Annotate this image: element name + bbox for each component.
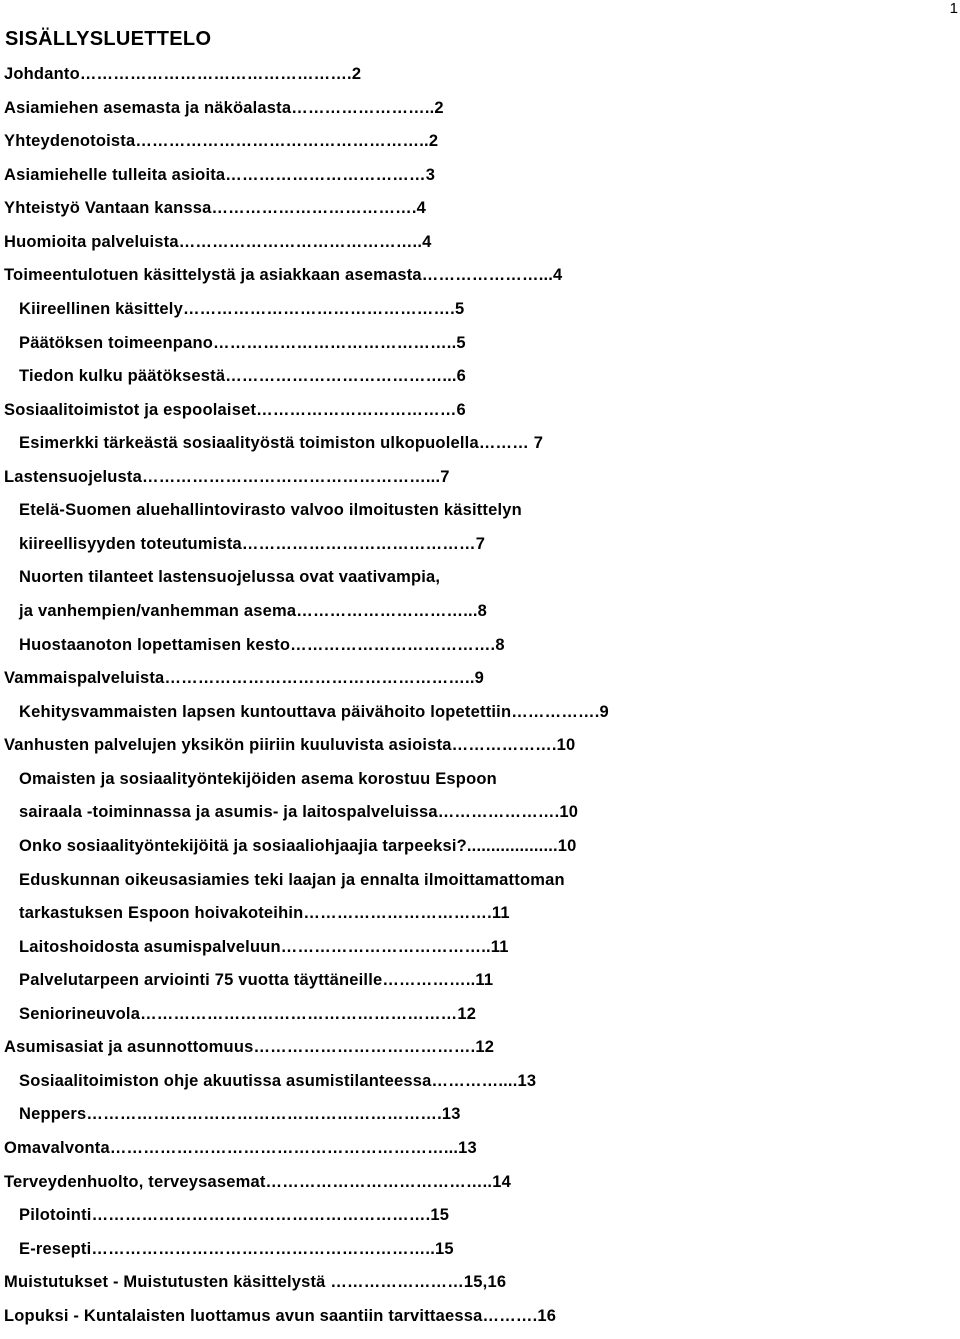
toc-entry: ja vanhempien/vanhemman asema…………………………...8 bbox=[19, 602, 487, 620]
toc-entry: Omavalvonta……………………………………………………...13 bbox=[4, 1139, 477, 1157]
toc-entry: Muistutukset - Muistutusten käsittelystä ……………………15,16 bbox=[4, 1273, 507, 1292]
toc-entry: E-resepti……………………………………………………..15 bbox=[19, 1239, 454, 1258]
toc-entry: Yhteistyö Vantaan kanssa……………………………….4 bbox=[4, 199, 427, 218]
toc-entry: Omaisten ja sosiaalityöntekijöiden asema korostuu Espoon bbox=[19, 769, 497, 788]
toc-entry: Etelä-Suomen aluehallintovirasto valvoo ilmoitusten käsittelyn bbox=[19, 501, 522, 520]
toc-entry: Lastensuojelusta……………………………………………...7 bbox=[4, 467, 450, 486]
toc-entry: Eduskunnan oikeusasiamies teki laajan ja ennalta ilmoittamattoman bbox=[19, 870, 565, 889]
toc-entry: Neppers……………………………………………………….13 bbox=[19, 1105, 461, 1124]
toc-entry: Kiireellinen käsittely………………………………………….5 bbox=[19, 299, 465, 318]
toc-entry: Seniorineuvola…………………………………………………12 bbox=[19, 1004, 477, 1023]
toc-entry: tarkastuksen Espoon hoivakoteihin…………………………….11 bbox=[19, 904, 510, 923]
toc-entry: Kehitysvammaisten lapsen kuntouttava päivähoito lopetettiin…………….9 bbox=[19, 702, 609, 721]
toc-entry: Sosiaalitoimistot ja espoolaiset………………………………6 bbox=[4, 400, 466, 419]
toc-entry: Esimerkki tärkeästä sosiaalityöstä toimiston ulkopuolella……… 7 bbox=[19, 434, 544, 453]
toc-entry: Toimeentulotuen käsittelystä ja asiakkaan asemasta…………………...4 bbox=[4, 266, 563, 285]
toc-entry: Johdanto………………………………………….2 bbox=[4, 65, 362, 83]
toc-entry: sairaala -toiminnassa ja asumis- ja laitospalveluissa………………….10 bbox=[19, 803, 579, 822]
toc-entry: kiireellisyyden toteutumista……………………………………7 bbox=[19, 534, 486, 553]
page-number: 1 bbox=[949, 0, 958, 17]
toc-entry: Huomioita palveluista……………………………………..4 bbox=[4, 232, 432, 251]
toc-entry: Nuorten tilanteet lastensuojelussa ovat vaativampia, bbox=[19, 568, 441, 587]
toc-entry: Laitoshoidosta asumispalveluun………………………………..11 bbox=[19, 937, 509, 956]
toc-entry: Päätöksen toimeenpano……………………………………..5 bbox=[19, 333, 466, 352]
toc-entry: Vammaispalveluista………………………………………………..9 bbox=[4, 669, 484, 688]
toc-entry: Terveydenhuolto, terveysasemat…………………………………..14 bbox=[4, 1172, 511, 1191]
toc-entry: Lopuksi - Kuntalaisten luottamus avun saantiin tarvittaessa……….16 bbox=[4, 1306, 557, 1325]
toc-entry: Yhteydenotoista……………………………………………..2 bbox=[4, 132, 439, 151]
toc-entry: Vanhusten palvelujen yksikön piiriin kuuluvista asioista……………….10 bbox=[4, 736, 576, 755]
toc-entry: Huostaanoton lopettamisen kesto……………………………….8 bbox=[19, 635, 505, 654]
table-of-contents bbox=[0, 64, 720, 1339]
toc-entry: Palvelutarpeen arviointi 75 vuotta täyttäneille……………..11 bbox=[19, 971, 494, 990]
toc-entry: Tiedon kulku päätöksestä…………………………………...6 bbox=[19, 367, 467, 386]
toc-entry: Pilotointi…………………………………………………….15 bbox=[19, 1206, 450, 1225]
toc-entry: Onko sosiaalityöntekijöitä ja sosiaaliohjaajia tarpeeksi?...................10 bbox=[19, 836, 577, 855]
toc-entry: Asiamiehelle tulleita asioita………………………………3 bbox=[4, 165, 436, 184]
toc-entry: Asiamiehen asemasta ja näköalasta……………………..2 bbox=[4, 98, 444, 117]
toc-entry: Sosiaalitoimiston ohje akuutissa asumistilanteessa…………....13 bbox=[19, 1071, 537, 1090]
toc-title: SISÄLLYSLUETTELO bbox=[5, 28, 212, 50]
toc-entry: Asumisasiat ja asunnottomuus………………………………….12 bbox=[4, 1038, 495, 1057]
